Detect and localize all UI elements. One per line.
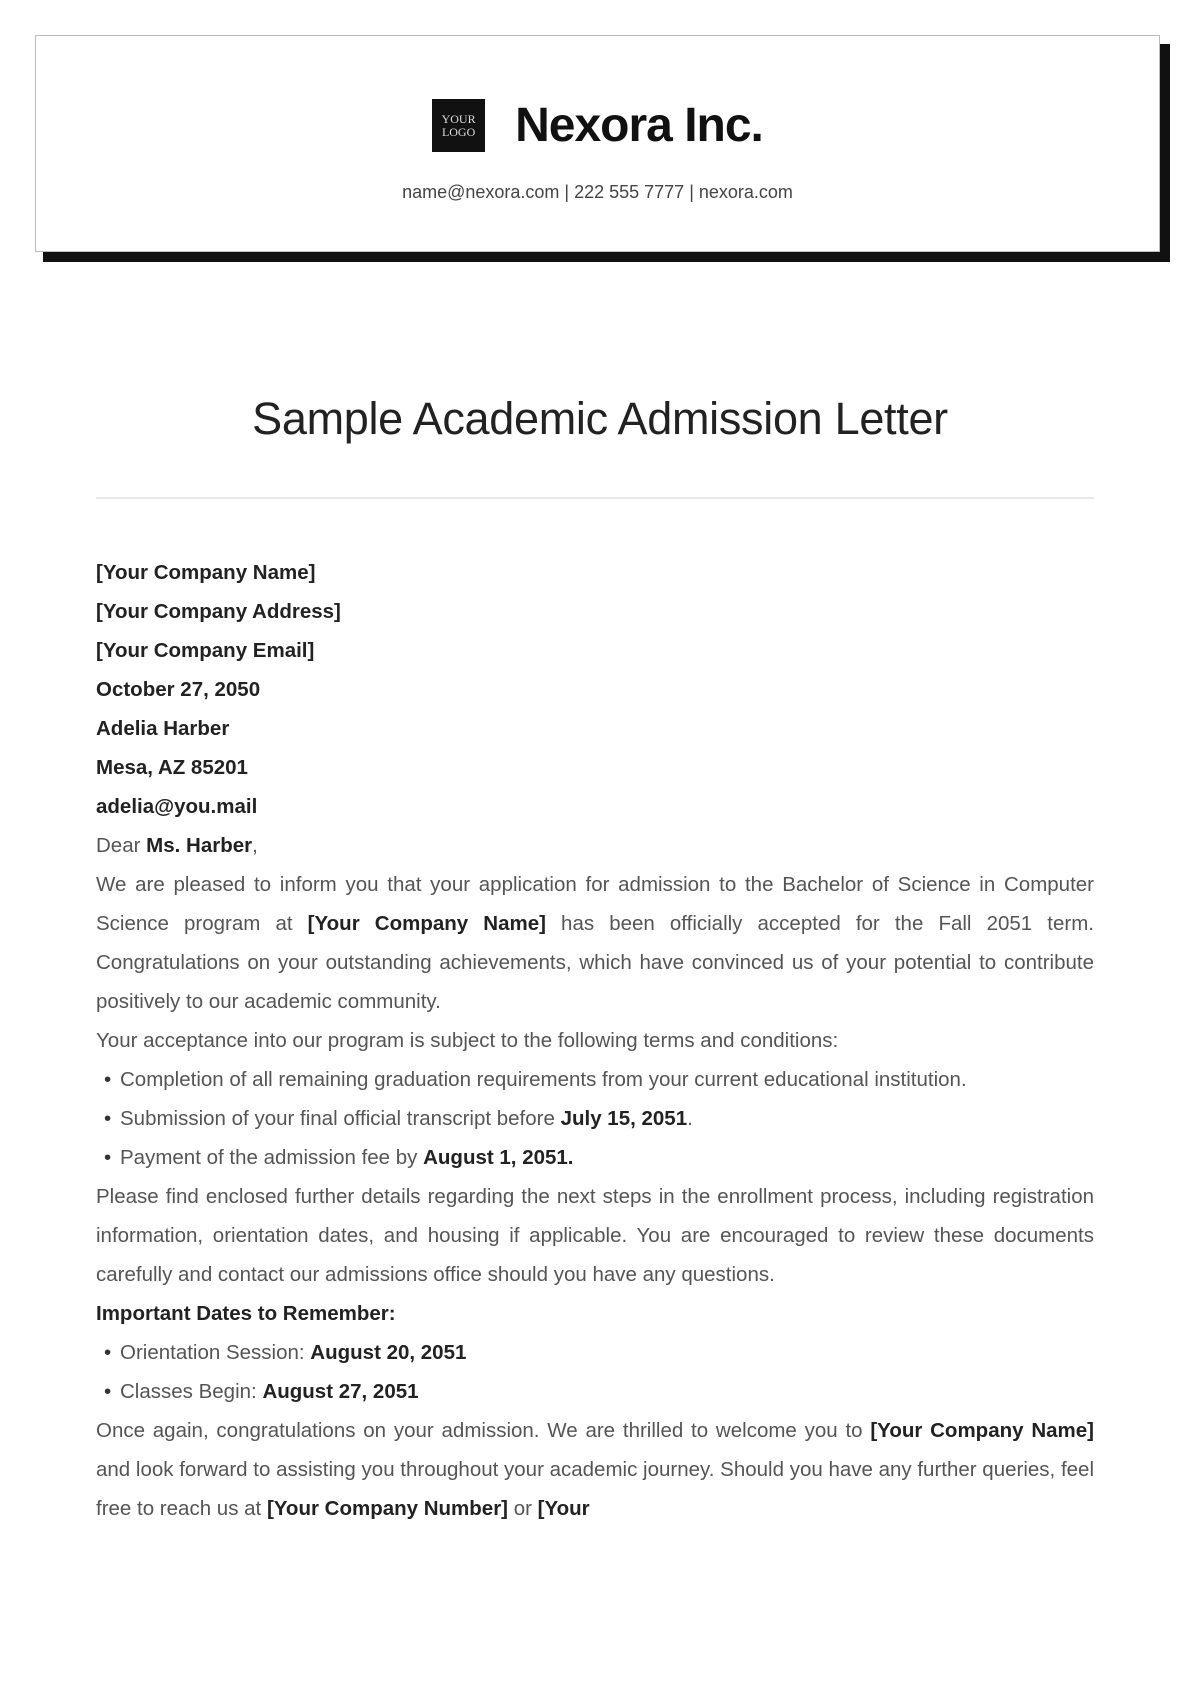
paragraph-closing: Once again, congratulations on your admission. We are thrilled to welcome you to [Your Company Name] and look forward to assisting you throughout your academic journey. Should you have any further queries, feel free to reach us at [Your Company Number] or [Your: [96, 1419, 1094, 1520]
terms-intro: Your acceptance into our program is subject to the following terms and conditions:: [96, 1029, 839, 1052]
list-item: • Completion of all remaining graduation requirements from your current educational institution.: [120, 1060, 1094, 1099]
salutation: Dear Ms. Harber,: [96, 834, 258, 857]
divider: [96, 497, 1094, 499]
list-item: • Classes Begin: August 27, 2051: [120, 1372, 1094, 1411]
list-item: • Orientation Session: August 20, 2051: [120, 1333, 1094, 1372]
list-item: • Payment of the admission fee by August 1, 2051.: [120, 1138, 1094, 1177]
terms-list: [96, 1060, 1094, 1177]
paragraph-enclosed: Please find enclosed further details regarding the next steps in the enrollment process, including registration information, orientation dates, and housing if applicable. You are encouraged to review these documents carefully and contact our admissions office should you have any questions.: [96, 1185, 1094, 1286]
letter-body: [96, 553, 1094, 1528]
dates-heading: Important Dates to Remember:: [96, 1302, 396, 1325]
sender-email: [Your Company Email]: [96, 639, 315, 662]
company-logo: [432, 99, 485, 152]
sender-address: [Your Company Address]: [96, 600, 341, 623]
recipient-city: Mesa, AZ 85201: [96, 756, 248, 779]
recipient-name: Adelia Harber: [96, 717, 230, 740]
logo-text: YOUR: [441, 111, 476, 126]
page-title: Sample Academic Admission Letter: [252, 393, 948, 444]
paragraph-acceptance: We are pleased to inform you that your application for admission to the Bachelor of Science in Computer Science program at [Your Company Name] has been officially accepted for the Fall 2051 term. Congratulations on your outstanding achievements, which have convinced us of your potential to contribute positively to our academic community.: [96, 873, 1094, 1013]
contact-info: name@nexora.com | 222 555 7777 | nexora.com: [402, 182, 793, 202]
company-name: Nexora Inc.: [515, 99, 763, 152]
letter-date: October 27, 2050: [96, 678, 261, 701]
recipient-email: adelia@you.mail: [96, 795, 258, 818]
sender-name: [Your Company Name]: [96, 561, 316, 584]
letterhead: [35, 35, 1160, 252]
list-item: • Submission of your final official transcript before July 15, 2051.: [120, 1099, 1094, 1138]
dates-list: [96, 1333, 1094, 1411]
logo-text: LOGO: [441, 124, 476, 139]
